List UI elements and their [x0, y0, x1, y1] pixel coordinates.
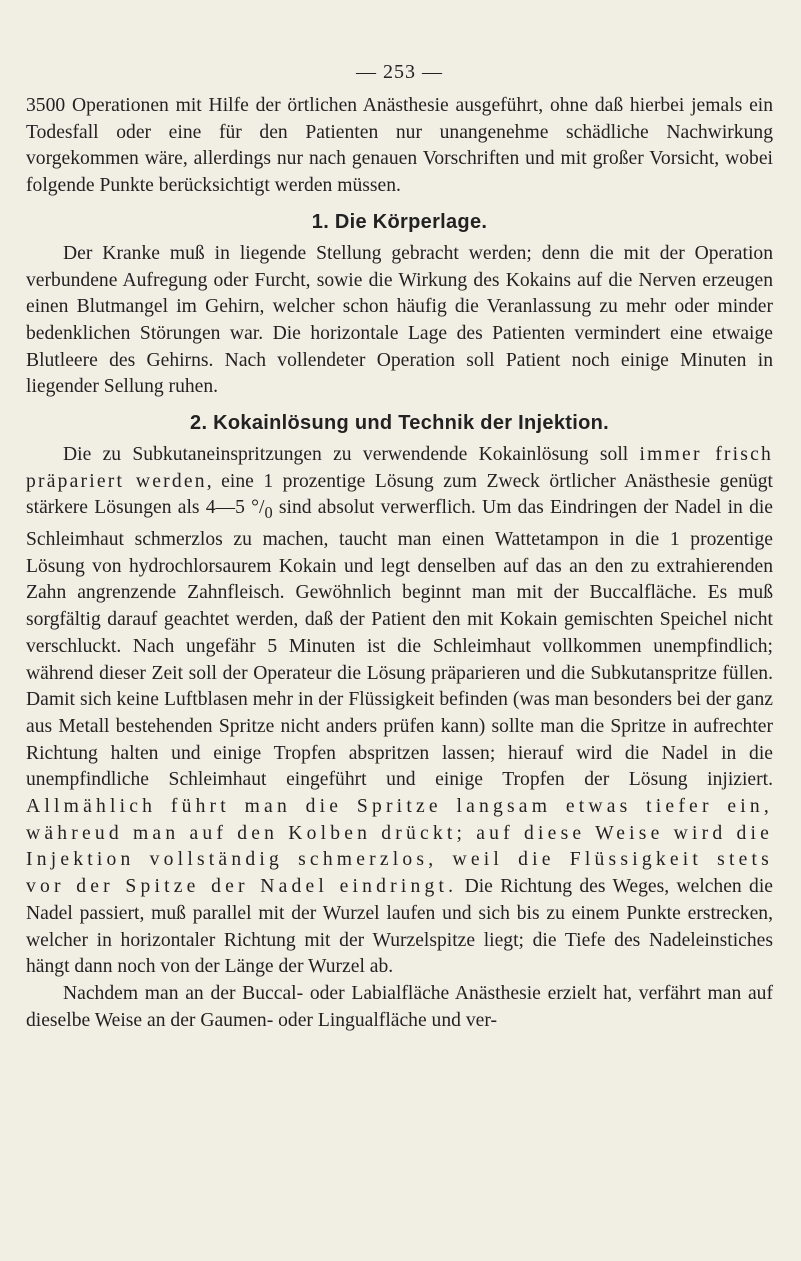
text-run: Die zu Subkutaneinspritzungen zu verwendende Kokainlösung soll: [63, 444, 640, 466]
emphasized-text: Allmählich führt man die Spritze langsam etwas tiefer ein, währeud man auf den Kolben drückt; auf diese Weise wird die Injektion vollständig schmerzlos, weil die Flüssigkeit stets vor der Spitze der Nadel eindringt.: [26, 796, 773, 898]
percent-subscript: 0: [264, 503, 273, 523]
section-2-paragraph-2: Nachdem man an der Buccal- oder Labialfläche Anästhesie erzielt hat, verfährt man auf dieselbe Weise an der Gaumen- oder Lingualfläche und ver-: [26, 983, 773, 1031]
emphasized-text: immer frisch präpariert werden: [26, 444, 774, 492]
page-number: — 253 —: [356, 61, 443, 83]
section-1-paragraph: Der Kranke muß in liegende Stellung gebracht werden; denn die mit der Operation verbundene Aufregung oder Furcht, sowie die Wirkung des Kokains auf die Nerven erzeugen einen Blutmangel im Gehirn, welcher schon häufig die Veranlassung zu mehr oder minder bedenklichen Störungen war. Die horizontale Lage des Patienten vermindert eine etwaige Blutleere des Gehirns. Nach vollendeter Operation soll Patient noch einige Minuten in liegender Sellung ruhen.: [26, 242, 773, 398]
section-2-heading: 2. Kokainlösung und Technik der Injektion.: [190, 412, 609, 435]
section-1-heading: 1. Die Körperlage.: [311, 210, 488, 233]
intro-paragraph: 3500 Operationen mit Hilfe der örtlichen Anästhesie ausgeführt, ohne daß hierbei jemals ein Todesfall oder eine für den Patienten nur unangenehme schädliche Nachwirkung vorgekommen wäre, allerdings nur nach genauen Vorschriften und mit großer Vorsicht, wobei folgende Punkte berücksichtigt werden müssen.: [26, 95, 773, 197]
text-run: sind absolut verwerflich. Um das Eindringen der Nadel in die Schleimhaut schmerzlos zu machen, taucht man einen Wattetampon in die 1 prozentige Lösung von hydrochlorsaurem Kokain und legt denselben auf das an den zu extrahierenden Zahn angrenzende Zahnfleisch. Gewöhnlich beginnt man mit der Buccalfläche. Es muß sorgfältig darauf geachtet werden, daß der Patient den mit Kokain gemischten Speichel nicht verschluckt. Nach ungefähr 5 Minuten ist die Schleimhaut vollkommen unempfindlich; während dieser Zeit soll der Operateur die Lösung präparieren und die Subkutanspritze füllen. Damit sich keine Luftblasen mehr in der Flüssigkeit befinden (was man besonders bei der ganz aus Metall bestehenden Spritze nicht anders prüfen kann) sollte man die Spritze in aufrechter Richtung halten und einige Tropfen abspritzen lassen; hierauf wird die Nadel in die unempfindliche Schleimhaut eingeführt und einige Tropfen der Lösung injiziert.: [26, 497, 774, 791]
section-2-paragraph-1: [26, 442, 773, 981]
text-run: , eine 1 prozentige Lösung zum Zweck örtlicher Anästhesie genügt stärkere Lösungen als 4—5 °/: [26, 470, 774, 519]
text-run: Die Richtung des Weges, welchen die Nadel passiert, muß parallel mit der Wurzel laufen und sich bis zu einem Punkte erstrecken, welcher in horizontaler Richtung mit der Wurzelspitze liegt; die Tiefe des Nadeleinstiches hängt dann noch von der Länge der Wurzel ab.: [26, 876, 773, 978]
